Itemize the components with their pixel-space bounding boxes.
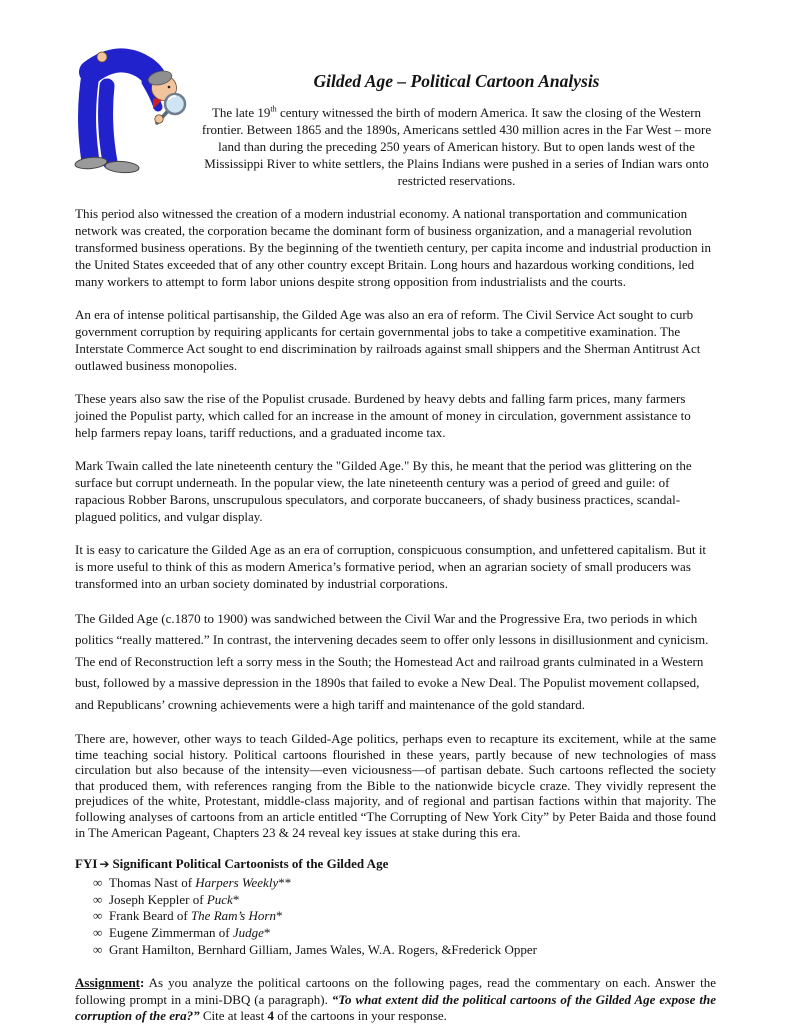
publication-name: The Ram’s Horn [190, 908, 276, 924]
paragraph-caricature: It is easy to caricature the Gilded Age as an era of corruption, conspicuous consumption, and unfettered capitalism. But it is more useful to think of this as modern America’s formative period, when an agrarian society of small producers was transformed into an urban society dominated by industrial corporations. [75, 542, 707, 591]
assignment-instructions: As you analyze the political cartoons on the following pages, read the commentary on each. Answer the following prompt in a mini-DBQ (a paragraph). [75, 975, 716, 1007]
paragraph-mark-twain: Mark Twain called the late nineteenth century the "Gilded Age." By this, he meant that the period was glittering on the surface but corrupt underneath. In the popular view, the late nineteenth century was a period of greed and guile: of rapacious Robber Barons, unscrupulous speculators, and corporate buccaneers, of shady business practices, scandal-plagued politics, and vulgar display. [75, 458, 692, 524]
cartoonist-entry [109, 925, 270, 942]
assignment-paragraph [75, 975, 716, 1025]
cartoonist-name: Joseph Keppler of [109, 891, 207, 907]
paragraph-sandwiched-eras: The Gilded Age (c.1870 to 1900) was sandwiched between the Civil War and the Progressive Era, two periods in which politics “really mattered.” In contrast, the intervening decades seem to offer only lessons in disillusionment and cynicism. The end of Reconstruction left a sorry mess in the South; the Homestead Act and railroad grants culminated in a Western bust, followed by a massive depression in the 1890s that failed to evoke a New Deal. The Populist movement collapsed, and Republicans’ crowning achievements were a high tariff and maintenance of the gold standard. [75, 611, 709, 712]
cartoon-count: 4 [267, 1008, 274, 1024]
cartoonist-entry [109, 892, 239, 909]
dbq-prompt: “To what extent did the political cartoons of the Gilded Age expose the corruption of the era?” [75, 991, 717, 1024]
ordinal-superscript: th [270, 104, 277, 114]
list-item [93, 908, 716, 925]
asterisk-marker: * [275, 908, 283, 924]
asterisk-marker: * [232, 891, 240, 907]
paragraph-populist-crusade: These years also saw the rise of the Populist crusade. Burdened by heavy debts and falling farm prices, many farmers joined the Populist party, which called for an increase in the amount of money in circulation, government assistance to help farmers repay loans, tariff reductions, and a graduated income tax. [75, 391, 691, 440]
cartoonist-entry [109, 875, 291, 892]
page-title: Gilded Age – Political Cartoon Analysis [313, 71, 600, 91]
infinity-bullet-icon: ∞ [93, 941, 103, 957]
infinity-bullet-icon: ∞ [93, 875, 103, 891]
cartoonist-entry [109, 942, 537, 959]
cartoonist-entry [109, 908, 282, 925]
paragraph-industrial-economy: This period also witnessed the creation of a modern industrial economy. A national transportation and communication network was created, the corporation became the dominant form of business organization, and a managerial revolution transformed business operations. By the beginning of the twentieth century, per capita income and industrial production in the United States exceeded that of any other country except Britain. Long hours and hazardous working conditions, led many workers to attempt to form labor unions despite strong opposition from industrialists and the courts. [75, 206, 711, 289]
assignment-label: Assignment [75, 975, 141, 991]
publication-name: Judge [232, 924, 264, 940]
cartoonist-name: Frank Beard of [109, 908, 191, 924]
list-item [93, 942, 716, 959]
detective-magnifying-glass-clipart [61, 38, 189, 176]
asterisk-marker: ** [278, 875, 292, 891]
intro-text-rest: century witnessed the birth of modern America. It saw the closing of the Western frontier. Between 1865 and the 1890s, Americans settled 430 million acres in the Far West – more land than during the preceding 250 years of American history. But to open lands west of the Mississippi River to white settlers, the Plains Indians were pushed in a series of Indian wars onto restricted reservations. [201, 105, 712, 188]
assignment-cite-pre: Cite at least [199, 1008, 268, 1024]
infinity-bullet-icon: ∞ [93, 908, 103, 924]
infinity-bullet-icon: ∞ [93, 924, 103, 940]
paragraph-era-of-reform: An era of intense political partisanship, the Gilded Age was also an era of reform. The Civil Service Act sought to curb government corruption by requiring applicants for certain governmental jobs to take a competitive examination. The Interstate Commerce Act sought to end discrimination by railroads against small shippers and the Sherman Antitrust Act outlawed business monopolies. [75, 307, 701, 373]
assignment-colon: : [140, 975, 145, 991]
list-item [93, 892, 716, 909]
fyi-heading [75, 855, 716, 873]
paragraph-teaching-cartoons: There are, however, other ways to teach Gilded-Age politics, perhaps even to recapture its excitement, while at the same time teaching social history. Political cartoons flourished in these years, partly because of new technologies of mass circulation but also because of the intensity—even viciousness—of partisan debate. Such cartoons reflected the society that produced them, with references ranging from the Bible to the nationwide bicycle craze. They vividly represent the prejudices of the white, Protestant, middle-class majority, and of regional and partisan factions within that majority. The following analyses of cartoons from an article entitled “The Corrupting of New York City” by Peter Baida and those found in The American Pageant, Chapters 23 & 24 reveal key issues at stake during this era. [75, 731, 716, 840]
publication-name: Harpers Weekly [195, 875, 279, 891]
infinity-bullet-icon: ∞ [93, 891, 103, 907]
fyi-label: FYI [75, 856, 98, 872]
cartoonist-name: Grant Hamilton, Bernhard Gilliam, James Wales, W.A. Rogers, &Frederick Opper [109, 941, 537, 957]
cartoonist-name: Eugene Zimmerman of [109, 924, 233, 940]
arrow-right-icon: ➔ [99, 857, 110, 872]
publication-name: Puck [206, 891, 233, 907]
list-item [93, 925, 716, 942]
list-item [93, 875, 716, 892]
cartoonist-name: Thomas Nast of [109, 875, 196, 891]
assignment-cite-post: of the cartoons in your response. [273, 1008, 447, 1024]
detective-magnifying-glass-image [61, 38, 189, 176]
intro-text-pre: The late 19 [211, 105, 271, 120]
asterisk-marker: * [263, 924, 271, 940]
fyi-heading-text: Significant Political Cartoonists of the Gilded Age [112, 856, 389, 872]
cartoonists-list [75, 875, 716, 958]
